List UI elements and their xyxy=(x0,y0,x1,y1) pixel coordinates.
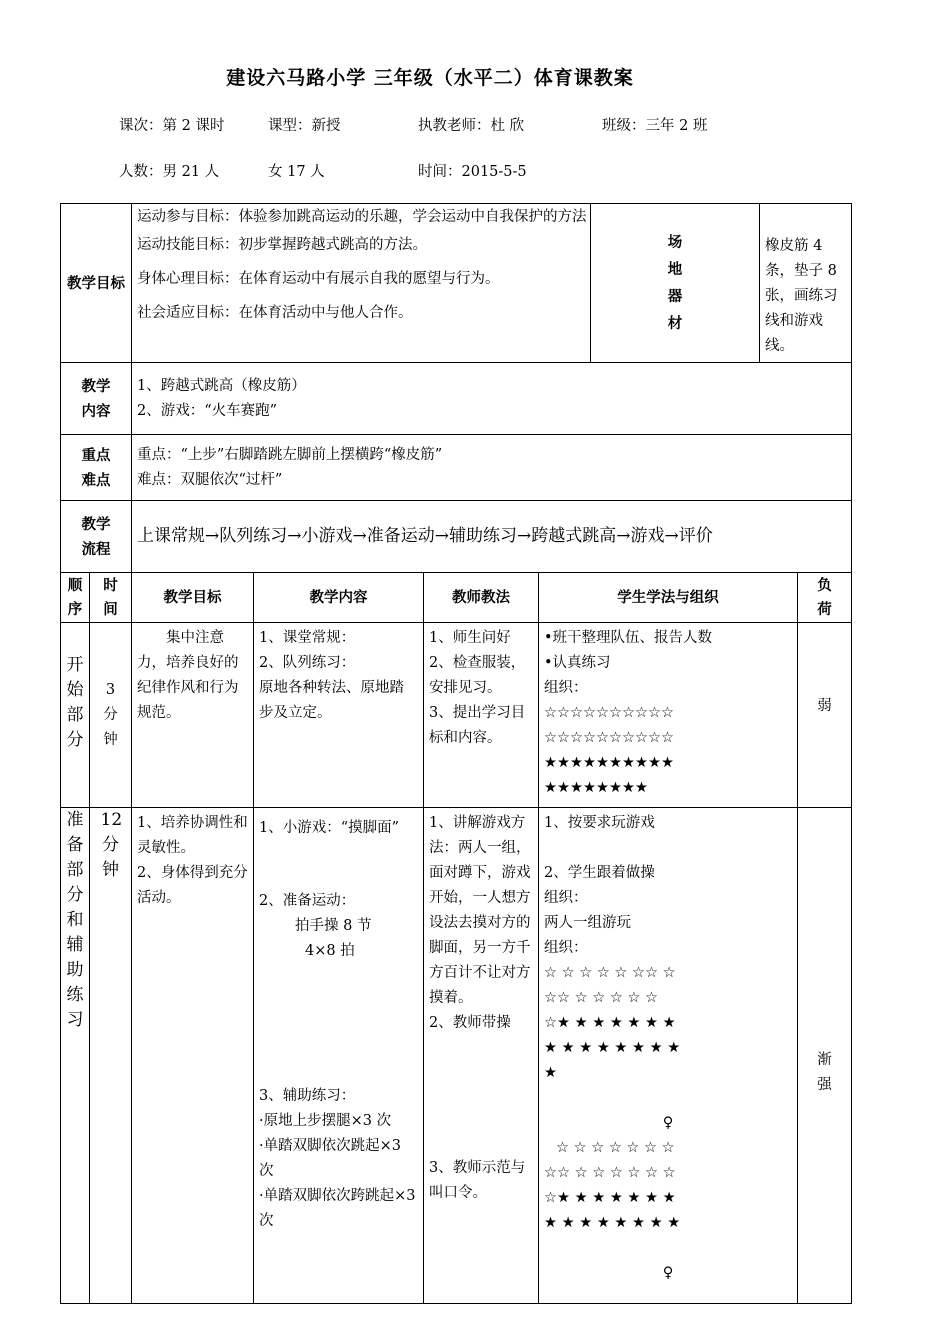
col-content: 教学内容 xyxy=(254,573,424,623)
content-item: 1、跨越式跳高（橡皮筋） xyxy=(137,377,306,394)
part2-goal: 1、培养协调性和灵敏性。 2、身体得到充分活动。 xyxy=(132,808,254,1304)
part1-student: •班干整理队伍、报告人数 •认真练习 组织： ☆☆☆☆☆☆☆☆☆☆ ☆☆☆☆☆☆☆☆☆☆ ★★★★★★★★★★ ★★★★★★★★ xyxy=(539,623,798,808)
boys-count: 人数：男 21 人 xyxy=(119,164,220,180)
objective-item: 社会适应目标：在体育活动中与他人合作。 xyxy=(137,305,413,321)
objective-item: 身体心理目标：在体育运动中有展示自我的愿望与行为。 xyxy=(137,271,500,287)
key-points-label: 重点难点 xyxy=(61,435,132,501)
formation-row: ★★★★★★★★ xyxy=(544,780,648,796)
lesson-type: 课型：新授 xyxy=(268,118,341,134)
flow-text: 上课常规→队列练习→小游戏→准备运动→辅助练习→跨越式跳高→游戏→评价 xyxy=(132,501,852,573)
equipment-text: 橡皮筋 4 条，垫子 8 张，画练习线和游戏线。 xyxy=(760,204,852,363)
part2-load: 渐强 xyxy=(798,808,852,1304)
objective-item: 运动参与目标：体验参加跳高运动的乐趣，学会运动中自我保护的方法 xyxy=(137,209,587,225)
formation-row: ☆ ☆ ☆ ☆ ☆ ☆☆ ☆ xyxy=(544,965,676,981)
col-goal: 教学目标 xyxy=(132,573,254,623)
objective-item: 运动技能目标：初步掌握跨越式跳高的方法。 xyxy=(137,237,427,253)
girls-count: 女 17 人 xyxy=(268,164,325,180)
content-row xyxy=(61,363,852,435)
part1-time: 3 分钟 xyxy=(90,623,132,808)
formation-row: ☆ ☆ ☆ ☆ ☆ ☆ ☆ xyxy=(556,1140,675,1156)
flow-row xyxy=(61,501,852,573)
formation-row: ☆☆ ☆ ☆ ☆ ☆ ☆ ☆ xyxy=(544,1165,676,1181)
lesson-plan-table xyxy=(60,203,852,1304)
part2-method: 1、讲解游戏方法：两人一组，面对蹲下，游戏开始，一人想方设法去摸对方的脚面，另一方千方百计不让对方摸着。 2、教师带操 3、教师示范与叫口令。 xyxy=(424,808,539,1304)
part1-content: 1、课堂常规： 2、队列练习： 原地各种转法、原地踏步及立定。 xyxy=(254,623,424,808)
column-header-row xyxy=(61,573,852,623)
formation-row: ☆☆☆☆☆☆☆☆☆☆ xyxy=(544,705,674,721)
part-prep-row xyxy=(61,808,852,1304)
key-point-item: 难点：双腿依次“过杆” xyxy=(137,471,283,488)
part2-content: 1、小游戏：“摸脚面” 2、准备运动： 拍手操 8 节 4×8 拍 3、辅助练习： ·原地上步摆腿×3 次 ·单踏双脚依次跳起×3 次 ·单踏双脚依次跨跳起×3 次 xyxy=(254,808,424,1304)
content-label: 教学内容 xyxy=(61,363,132,435)
formation-row: ☆★ ★ ★ ★ ★ ★ ★ xyxy=(544,1015,676,1031)
part1-load: 弱 xyxy=(798,623,852,808)
formation-row: ★ ★ ★ ★ ★ ★ ★ ★ xyxy=(544,1040,681,1056)
part1-method: 1、师生问好 2、检查服装，安排见习。 3、提出学习目标和内容。 xyxy=(424,623,539,808)
formation-row: ★ xyxy=(544,1065,557,1081)
col-order: 顺序 xyxy=(61,573,90,623)
content-cell xyxy=(132,363,852,435)
part1-goal: 集中注意力，培养良好的纪律作风和行为规范。 xyxy=(132,623,254,808)
teacher-position-icon: ♀ xyxy=(662,1115,674,1131)
part2-order: 准备部分和辅助练习 xyxy=(61,808,90,1304)
teacher-position-icon: ♀ xyxy=(662,1265,674,1281)
objectives-row xyxy=(61,204,852,363)
flow-label: 教学流程 xyxy=(61,501,132,573)
lesson-date: 时间：2015-5-5 xyxy=(418,164,527,180)
part2-student: 1、按要求玩游戏 2、学生跟着做操 组织： 两人一组游玩 组织： ☆ ☆ ☆ ☆ ☆ ☆☆ ☆ ☆☆ ☆ ☆ ☆ ☆ ☆ ☆★ ★ ★ ★ ★ ★ ★ ★ ★ ★ ★ ★ ★ ★ ★ ★ ♀ ☆ ☆ ☆ ☆ ☆ ☆ ☆ ☆☆ ☆ ☆ ☆ ☆ ☆ ☆ ☆★ ★ ★ ★ ★ ★ ★ ★ ★ ★ ★ ★ ★ ★ ★ ♀ xyxy=(539,808,798,1304)
formation-row: ☆☆☆☆☆☆☆☆☆☆ xyxy=(544,730,674,746)
col-student: 学生学法与组织 xyxy=(539,573,798,623)
lesson-number: 课次：第 2 课时 xyxy=(119,118,225,134)
formation-row: ☆★ ★ ★ ★ ★ ★ ★ xyxy=(544,1190,676,1206)
key-points-cell xyxy=(132,435,852,501)
class-name: 班级：三年 2 班 xyxy=(602,118,708,134)
formation-row: ★★★★★★★★★★ xyxy=(544,755,674,771)
part2-time: 12 分钟 xyxy=(90,808,132,1304)
equipment-label: 场地器材 xyxy=(591,204,760,363)
objectives-cell xyxy=(132,204,591,363)
col-time: 时间 xyxy=(90,573,132,623)
part-start-row xyxy=(61,623,852,808)
key-points-row xyxy=(61,435,852,501)
teacher-name: 执教老师：杜 欣 xyxy=(418,118,525,134)
formation-row: ☆☆ ☆ ☆ ☆ ☆ ☆ xyxy=(544,990,659,1006)
col-method: 教师教法 xyxy=(424,573,539,623)
content-item: 2、游戏：“火车赛跑” xyxy=(137,402,278,419)
objectives-label: 教学目标 xyxy=(61,204,132,363)
col-load: 负荷 xyxy=(798,573,852,623)
page-title: 建设六马路小学 三年级（水平二）体育课教案 xyxy=(226,67,634,89)
formation-row: ★ ★ ★ ★ ★ ★ ★ ★ xyxy=(544,1215,681,1231)
key-point-item: 重点：“上步”右脚踏跳左脚前上摆横跨“橡皮筋” xyxy=(137,446,443,463)
part1-order: 开始部分 xyxy=(61,623,90,808)
